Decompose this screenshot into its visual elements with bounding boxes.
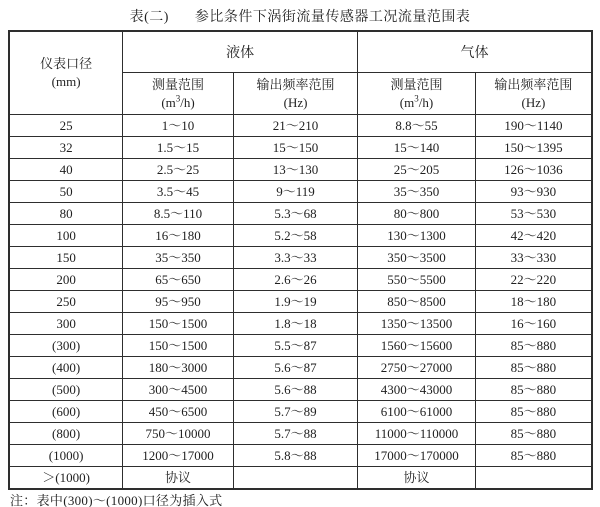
cell-gas-measure-range: 1560～15600	[358, 335, 476, 357]
cell-diameter: 32	[9, 137, 123, 159]
cell-gas-frequency-range: 53～530	[475, 203, 592, 225]
cell-liquid-frequency-range: 15～150	[233, 137, 357, 159]
table-body	[9, 115, 592, 490]
cell-liquid-measure-range: 750～10000	[123, 423, 234, 445]
cell-gas-measure-range: 130～1300	[358, 225, 476, 247]
cell-liquid-measure-range: 150～1500	[123, 335, 234, 357]
cell-liquid-frequency-range	[233, 467, 357, 490]
cell-liquid-frequency-range: 3.3～33	[233, 247, 357, 269]
cell-diameter: 150	[9, 247, 123, 269]
measure-range-label: 测量范围	[390, 76, 443, 92]
col-header-diameter	[9, 31, 123, 115]
page-title: 参比条件下涡街流量传感器工况流量范围表	[194, 10, 471, 25]
cell-gas-frequency-range: 85～880	[475, 401, 592, 423]
col-header-liquid-frequency-range	[233, 73, 357, 115]
cell-gas-frequency-range: 85～880	[475, 335, 592, 357]
cell-gas-frequency-range: 85～880	[475, 357, 592, 379]
col-header-liquid: 液体	[123, 31, 358, 73]
footnote: 注：表中(300)～(1000)口径为插入式	[10, 493, 223, 507]
measure-range-label: 测量范围	[152, 76, 205, 92]
col-header-gas: 气体	[358, 31, 592, 73]
cell-diameter: 200	[9, 269, 123, 291]
frequency-range-unit: (Hz)	[521, 94, 546, 110]
cell-gas-frequency-range: 42～420	[475, 225, 592, 247]
table-row	[9, 291, 592, 313]
cell-liquid-frequency-range: 13～130	[233, 159, 357, 181]
table-row	[9, 159, 592, 181]
diameter-label: 仪表口径	[40, 56, 93, 71]
cell-gas-measure-range: 35～350	[358, 181, 476, 203]
cell-gas-measure-range: 550～5500	[358, 269, 476, 291]
table-caption	[0, 6, 600, 26]
cell-diameter: 40	[9, 159, 123, 181]
cell-liquid-measure-range: 450～6500	[123, 401, 234, 423]
cell-gas-measure-range: 350～3500	[358, 247, 476, 269]
cell-diameter: (600)	[9, 401, 123, 423]
table-row	[9, 313, 592, 335]
cell-liquid-frequency-range: 21～210	[233, 115, 357, 137]
cell-diameter: 50	[9, 181, 123, 203]
col-header-gas-measure-range	[358, 73, 476, 115]
cell-liquid-frequency-range: 5.8～88	[233, 445, 357, 467]
cell-gas-frequency-range: 22～220	[475, 269, 592, 291]
cell-liquid-measure-range: 300～4500	[123, 379, 234, 401]
table-row	[9, 357, 592, 379]
cell-gas-measure-range: 1350～13500	[358, 313, 476, 335]
cell-liquid-frequency-range: 5.7～88	[233, 423, 357, 445]
cell-liquid-measure-range: 1～10	[123, 115, 234, 137]
table-row	[9, 203, 592, 225]
cell-liquid-frequency-range: 5.7～89	[233, 401, 357, 423]
cell-diameter: 250	[9, 291, 123, 313]
cell-gas-measure-range: 11000～110000	[358, 423, 476, 445]
cell-liquid-measure-range: 65～650	[123, 269, 234, 291]
frequency-range-label: 输出频率范围	[494, 76, 573, 92]
cell-gas-measure-range: 8.8～55	[358, 115, 476, 137]
cell-diameter: (500)	[9, 379, 123, 401]
cell-gas-frequency-range: 190～1140	[475, 115, 592, 137]
table-row	[9, 379, 592, 401]
cell-diameter: (1000)	[9, 445, 123, 467]
table-number: 表(二)	[129, 10, 169, 25]
cell-liquid-frequency-range: 2.6～26	[233, 269, 357, 291]
cell-liquid-measure-range: 150～1500	[123, 313, 234, 335]
cell-gas-measure-range: 850～8500	[358, 291, 476, 313]
cell-liquid-measure-range: 95～950	[123, 291, 234, 313]
cell-gas-measure-range: 17000～170000	[358, 445, 476, 467]
table-row	[9, 225, 592, 247]
measure-range-unit: $(m^3/h)$	[399, 93, 434, 110]
cell-diameter: (400)	[9, 357, 123, 379]
cell-liquid-measure-range: 1200～17000	[123, 445, 234, 467]
cell-liquid-measure-range: 16～180	[123, 225, 234, 247]
col-header-gas-frequency-range	[475, 73, 592, 115]
cell-liquid-measure-range: 8.5～110	[123, 203, 234, 225]
cell-diameter: 25	[9, 115, 123, 137]
cell-gas-frequency-range	[475, 467, 592, 490]
cell-diameter: 300	[9, 313, 123, 335]
cell-gas-measure-range: 协议	[358, 467, 476, 490]
cell-diameter: (800)	[9, 423, 123, 445]
cell-gas-measure-range: 15～140	[358, 137, 476, 159]
cell-gas-frequency-range: 93～930	[475, 181, 592, 203]
table-row	[9, 137, 592, 159]
cell-liquid-frequency-range: 1.9～19	[233, 291, 357, 313]
table-row	[9, 423, 592, 445]
cell-liquid-frequency-range: 5.6～87	[233, 357, 357, 379]
frequency-range-label: 输出频率范围	[256, 76, 335, 92]
cell-gas-measure-range: 2750～27000	[358, 357, 476, 379]
cell-gas-frequency-range: 85～880	[475, 423, 592, 445]
table-row	[9, 335, 592, 357]
cell-gas-measure-range: 6100～61000	[358, 401, 476, 423]
cell-gas-frequency-range: 126～1036	[475, 159, 592, 181]
header-group-row	[9, 31, 592, 73]
table-row	[9, 247, 592, 269]
cell-gas-frequency-range: 33～330	[475, 247, 592, 269]
cell-liquid-measure-range: 3.5～45	[123, 181, 234, 203]
frequency-range-unit: (Hz)	[283, 94, 308, 110]
cell-diameter: (300)	[9, 335, 123, 357]
table-row	[9, 401, 592, 423]
cell-gas-frequency-range: 85～880	[475, 445, 592, 467]
cell-gas-measure-range: 80～800	[358, 203, 476, 225]
cell-gas-frequency-range: 85～880	[475, 379, 592, 401]
cell-gas-measure-range: 4300～43000	[358, 379, 476, 401]
cell-liquid-measure-range: 2.5～25	[123, 159, 234, 181]
cell-diameter: 80	[9, 203, 123, 225]
cell-liquid-measure-range: 协议	[123, 467, 234, 490]
cell-liquid-frequency-range: 5.3～68	[233, 203, 357, 225]
cell-liquid-frequency-range: 5.2～58	[233, 225, 357, 247]
flow-range-table	[8, 30, 593, 490]
cell-liquid-frequency-range: 5.5～87	[233, 335, 357, 357]
cell-gas-frequency-range: 150～1395	[475, 137, 592, 159]
table-row	[9, 115, 592, 137]
table-row	[9, 445, 592, 467]
cell-liquid-frequency-range: 5.6～88	[233, 379, 357, 401]
cell-liquid-frequency-range: 9～119	[233, 181, 357, 203]
table-row	[9, 269, 592, 291]
cell-liquid-measure-range: 180～3000	[123, 357, 234, 379]
cell-gas-frequency-range: 16～160	[475, 313, 592, 335]
table-row	[9, 467, 592, 490]
measure-range-unit: $(m^3/h)$	[161, 93, 195, 110]
cell-diameter: ＞(1000)	[9, 467, 123, 490]
cell-gas-measure-range: 25～205	[358, 159, 476, 181]
cell-gas-frequency-range: 18～180	[475, 291, 592, 313]
table-row	[9, 181, 592, 203]
col-header-liquid-measure-range	[123, 73, 234, 115]
cell-diameter: 100	[9, 225, 123, 247]
cell-liquid-measure-range: 35～350	[123, 247, 234, 269]
cell-liquid-frequency-range: 1.8～18	[233, 313, 357, 335]
diameter-unit: (mm)	[51, 74, 81, 89]
cell-liquid-measure-range: 1.5～15	[123, 137, 234, 159]
